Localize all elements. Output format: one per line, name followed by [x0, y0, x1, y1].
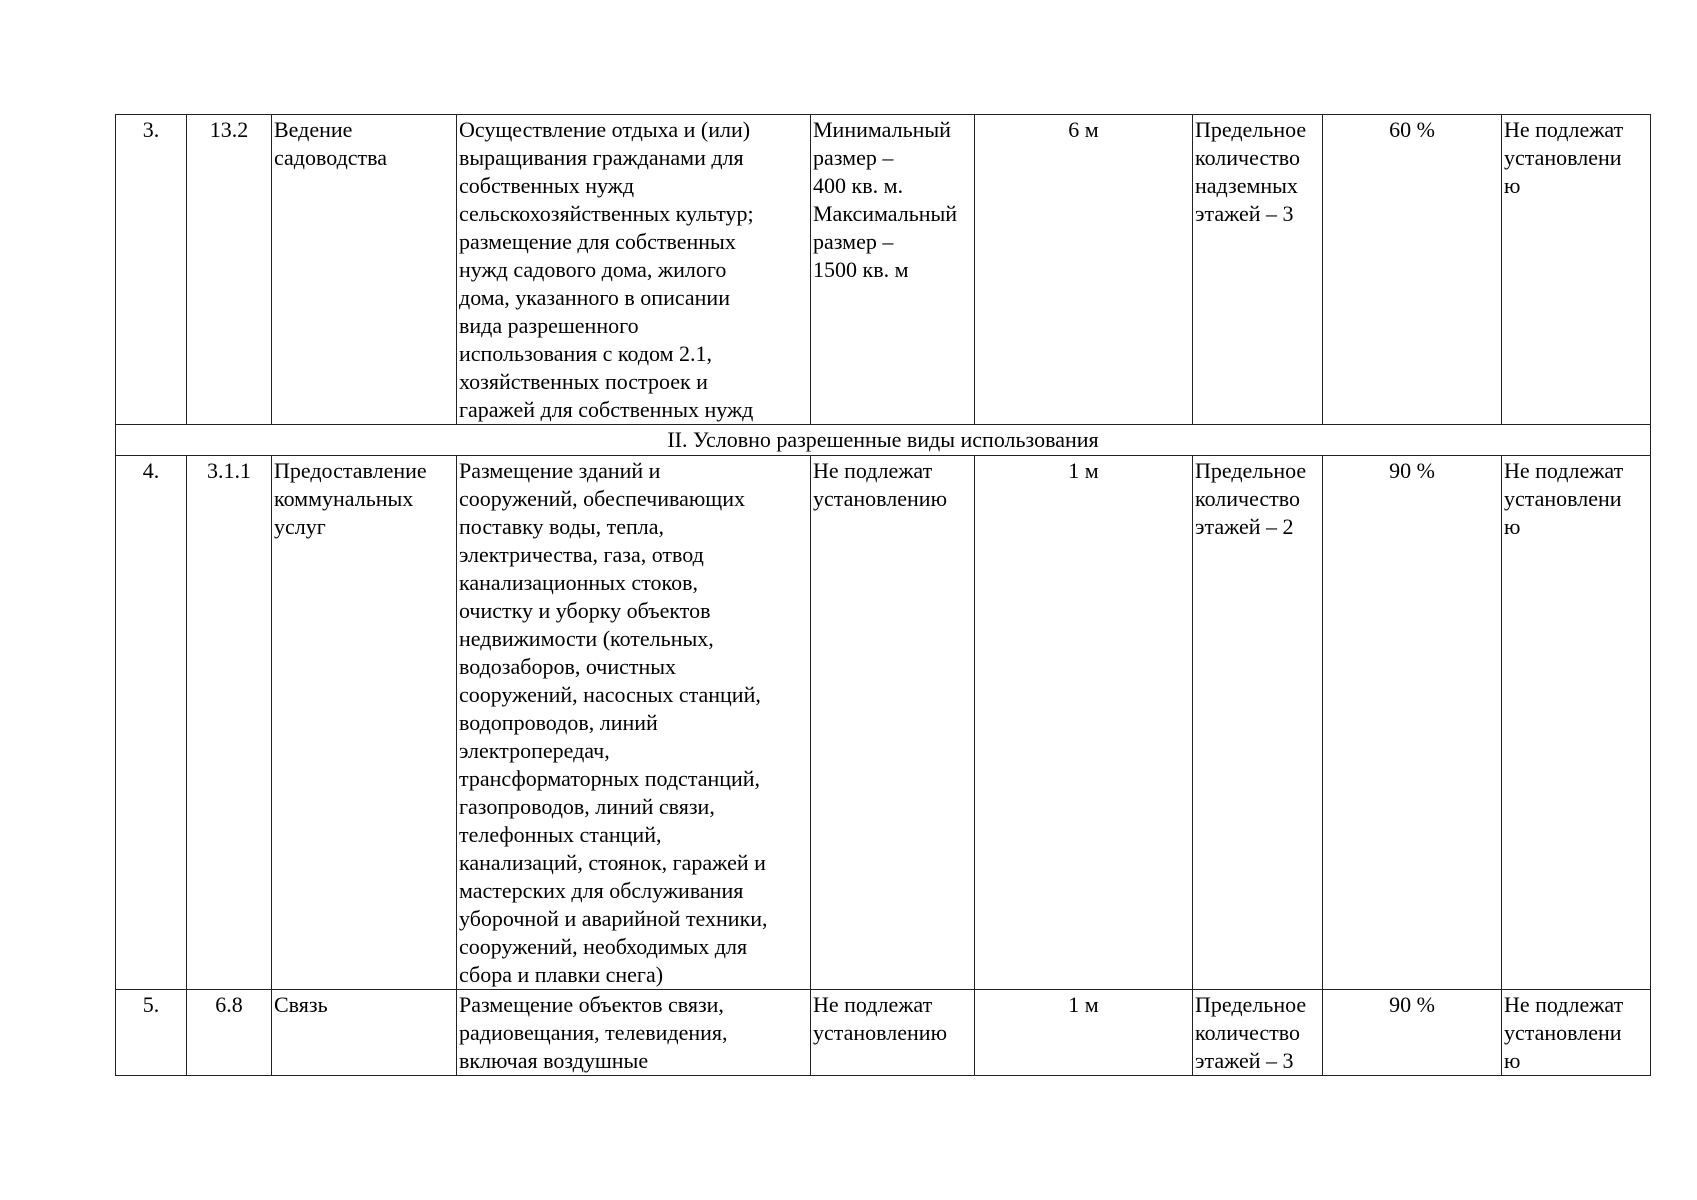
floor-limit: Предельное количество этажей – 3: [1193, 990, 1323, 1076]
table-row: [116, 456, 1651, 990]
section-header: II. Условно разрешенные виды использования: [116, 425, 1651, 456]
floor-limit: Предельное количество этажей – 2: [1193, 456, 1323, 990]
max-coverage: 90 %: [1323, 990, 1502, 1076]
row-number: 5.: [116, 990, 187, 1076]
floor-limit: Предельное количество надземных этажей – 3: [1193, 115, 1323, 425]
setback-distance: 1 м: [975, 456, 1193, 990]
use-description: Размещение объектов связи, радиовещания, телевидения, включая воздушные: [457, 990, 811, 1076]
use-code: 13.2: [187, 115, 272, 425]
section-header-row: [116, 425, 1651, 456]
other-params: Не подлежат установлени ю: [1502, 990, 1651, 1076]
row-number: 3.: [116, 115, 187, 425]
table-row: [116, 990, 1651, 1076]
setback-distance: 1 м: [975, 990, 1193, 1076]
use-name: Предоставление коммунальных услуг: [272, 456, 457, 990]
use-code: 6.8: [187, 990, 272, 1076]
use-code: 3.1.1: [187, 456, 272, 990]
other-params: Не подлежат установлени ю: [1502, 115, 1651, 425]
table-row: [116, 115, 1651, 425]
plot-size: Минимальный размер – 400 кв. м. Максимальный размер – 1500 кв. м: [811, 115, 975, 425]
use-name: Связь: [272, 990, 457, 1076]
plot-size: Не подлежат установлению: [811, 990, 975, 1076]
max-coverage: 60 %: [1323, 115, 1502, 425]
use-name: Ведение садоводства: [272, 115, 457, 425]
other-params: Не подлежат установлени ю: [1502, 456, 1651, 990]
setback-distance: 6 м: [975, 115, 1193, 425]
plot-size: Не подлежат установлению: [811, 456, 975, 990]
use-description: Размещение зданий и сооружений, обеспечивающих поставку воды, тепла, электричества, газа, отвод канализационных стоков, очистку и уборку объектов недвижимости (котельных, водозаборов, очистных сооружений, насосных станций, водопроводов, линий электропередач, трансформаторных подстанций, газопроводов, линий связи, телефонных станций, канализаций, стоянок, гаражей и мастерских для обслуживания уборочной и аварийной техники, сооружений, необходимых для сбора и плавки снега): [457, 456, 811, 990]
max-coverage: 90 %: [1323, 456, 1502, 990]
row-number: 4.: [116, 456, 187, 990]
land-use-table: [115, 114, 1651, 1076]
use-description: Осуществление отдыха и (или) выращивания гражданами для собственных нужд сельскохозяйственных культур; размещение для собственных нужд садового дома, жилого дома, указанного в описании вида разрешенного использования с кодом 2.1, хозяйственных построек и гаражей для собственных нужд: [457, 115, 811, 425]
